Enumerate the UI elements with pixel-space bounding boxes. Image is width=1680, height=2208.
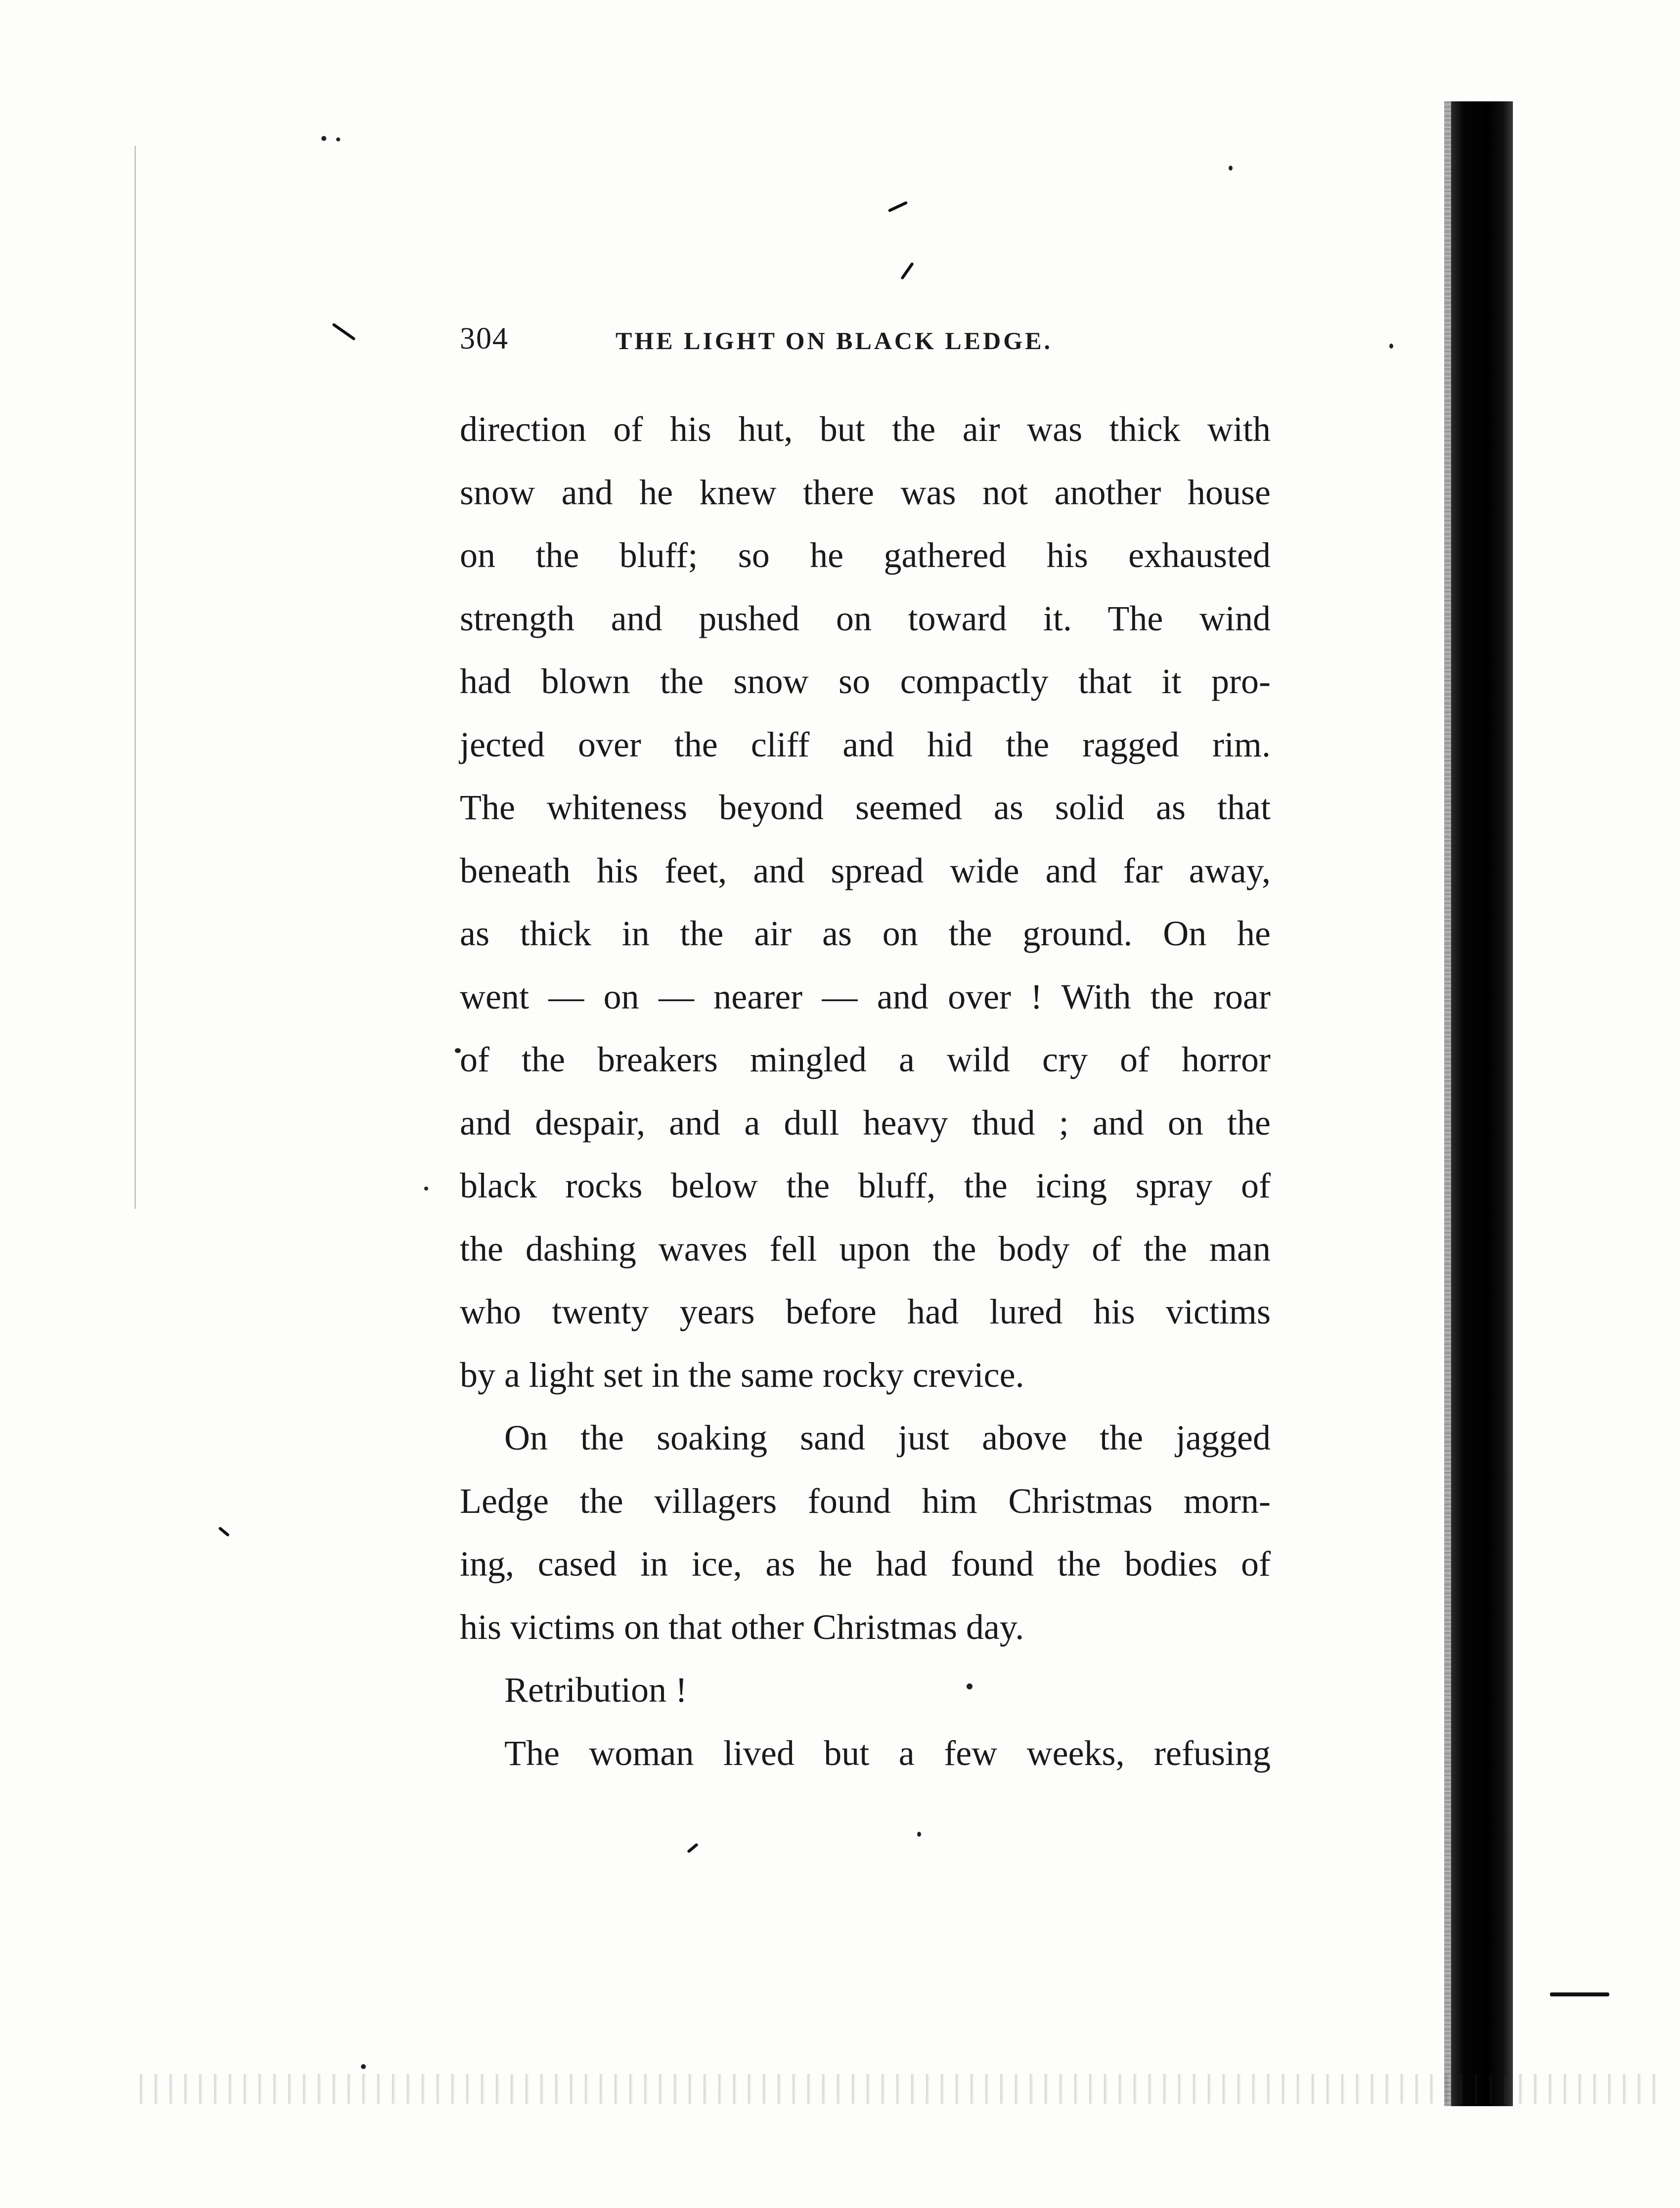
page-number: 304: [460, 322, 509, 355]
scan-speck: [361, 2064, 366, 2069]
text-line: on the bluff; so he gathered his exhausted: [460, 535, 1271, 575]
text-line: and despair, and a dull heavy thud ; and on the: [460, 1103, 1271, 1143]
running-head: [460, 321, 1271, 366]
text-line: as thick in the air as on the ground. On he: [460, 914, 1271, 953]
scan-mark: [687, 1843, 699, 1853]
text-line: beneath his feet, and spread wide and far away,: [460, 850, 1271, 890]
text-line: snow and he knew there was not another house: [460, 472, 1271, 512]
bottom-edge-noise: [129, 2074, 1661, 2104]
body-text: [460, 398, 1271, 1785]
text-line: ing, cased in ice, as he had found the bodies of: [460, 1544, 1271, 1584]
page-edge-line: [134, 146, 136, 1209]
binding-gutter-shadow: [1451, 101, 1513, 2106]
scan-mark: [888, 201, 908, 212]
text-line: strength and pushed on toward it. The wind: [460, 598, 1271, 638]
text-line: direction of his hut, but the air was thick with: [460, 409, 1271, 449]
scan-speck: [336, 137, 340, 141]
text-line: The whiteness beyond seemed as solid as that: [460, 788, 1271, 827]
running-title: THE LIGHT ON BLACK LEDGE.: [616, 327, 1053, 354]
scan-mark: [900, 262, 914, 280]
text-line: had blown the snow so compactly that it pro-: [460, 662, 1271, 701]
text-line: jected over the cliff and hid the ragged rim.: [460, 724, 1271, 764]
scan-mark: [1550, 1992, 1609, 1996]
text-line: his victims on that other Christmas day.: [460, 1607, 1024, 1647]
scan-speck: [321, 136, 326, 141]
text-line: Ledge the villagers found him Christmas morn-: [460, 1481, 1271, 1521]
scan-speck: [917, 1832, 921, 1837]
text-line: black rocks below the bluff, the icing spray of: [460, 1166, 1271, 1205]
scan-mark: [332, 323, 355, 341]
paragraph-start-line: On the soaking sand just above the jagged: [504, 1418, 1271, 1457]
paragraph-start-line: Retribution !: [504, 1670, 687, 1710]
text-line: of the breakers mingled a wild cry of horror: [460, 1040, 1271, 1079]
scan-speck: [1389, 344, 1393, 349]
scan-mark: [218, 1526, 230, 1537]
text-line: the dashing waves fell upon the body of the man: [460, 1229, 1271, 1269]
scan-speck: [424, 1187, 428, 1191]
text-line: by a light set in the same rocky crevice.: [460, 1355, 1024, 1395]
text-line: who twenty years before had lured his victims: [460, 1292, 1271, 1331]
paragraph-start-line: The woman lived but a few weeks, refusing: [504, 1733, 1271, 1773]
scan-speck: [1229, 166, 1233, 171]
text-line: went — on — nearer — and over ! With the roar: [460, 976, 1271, 1016]
